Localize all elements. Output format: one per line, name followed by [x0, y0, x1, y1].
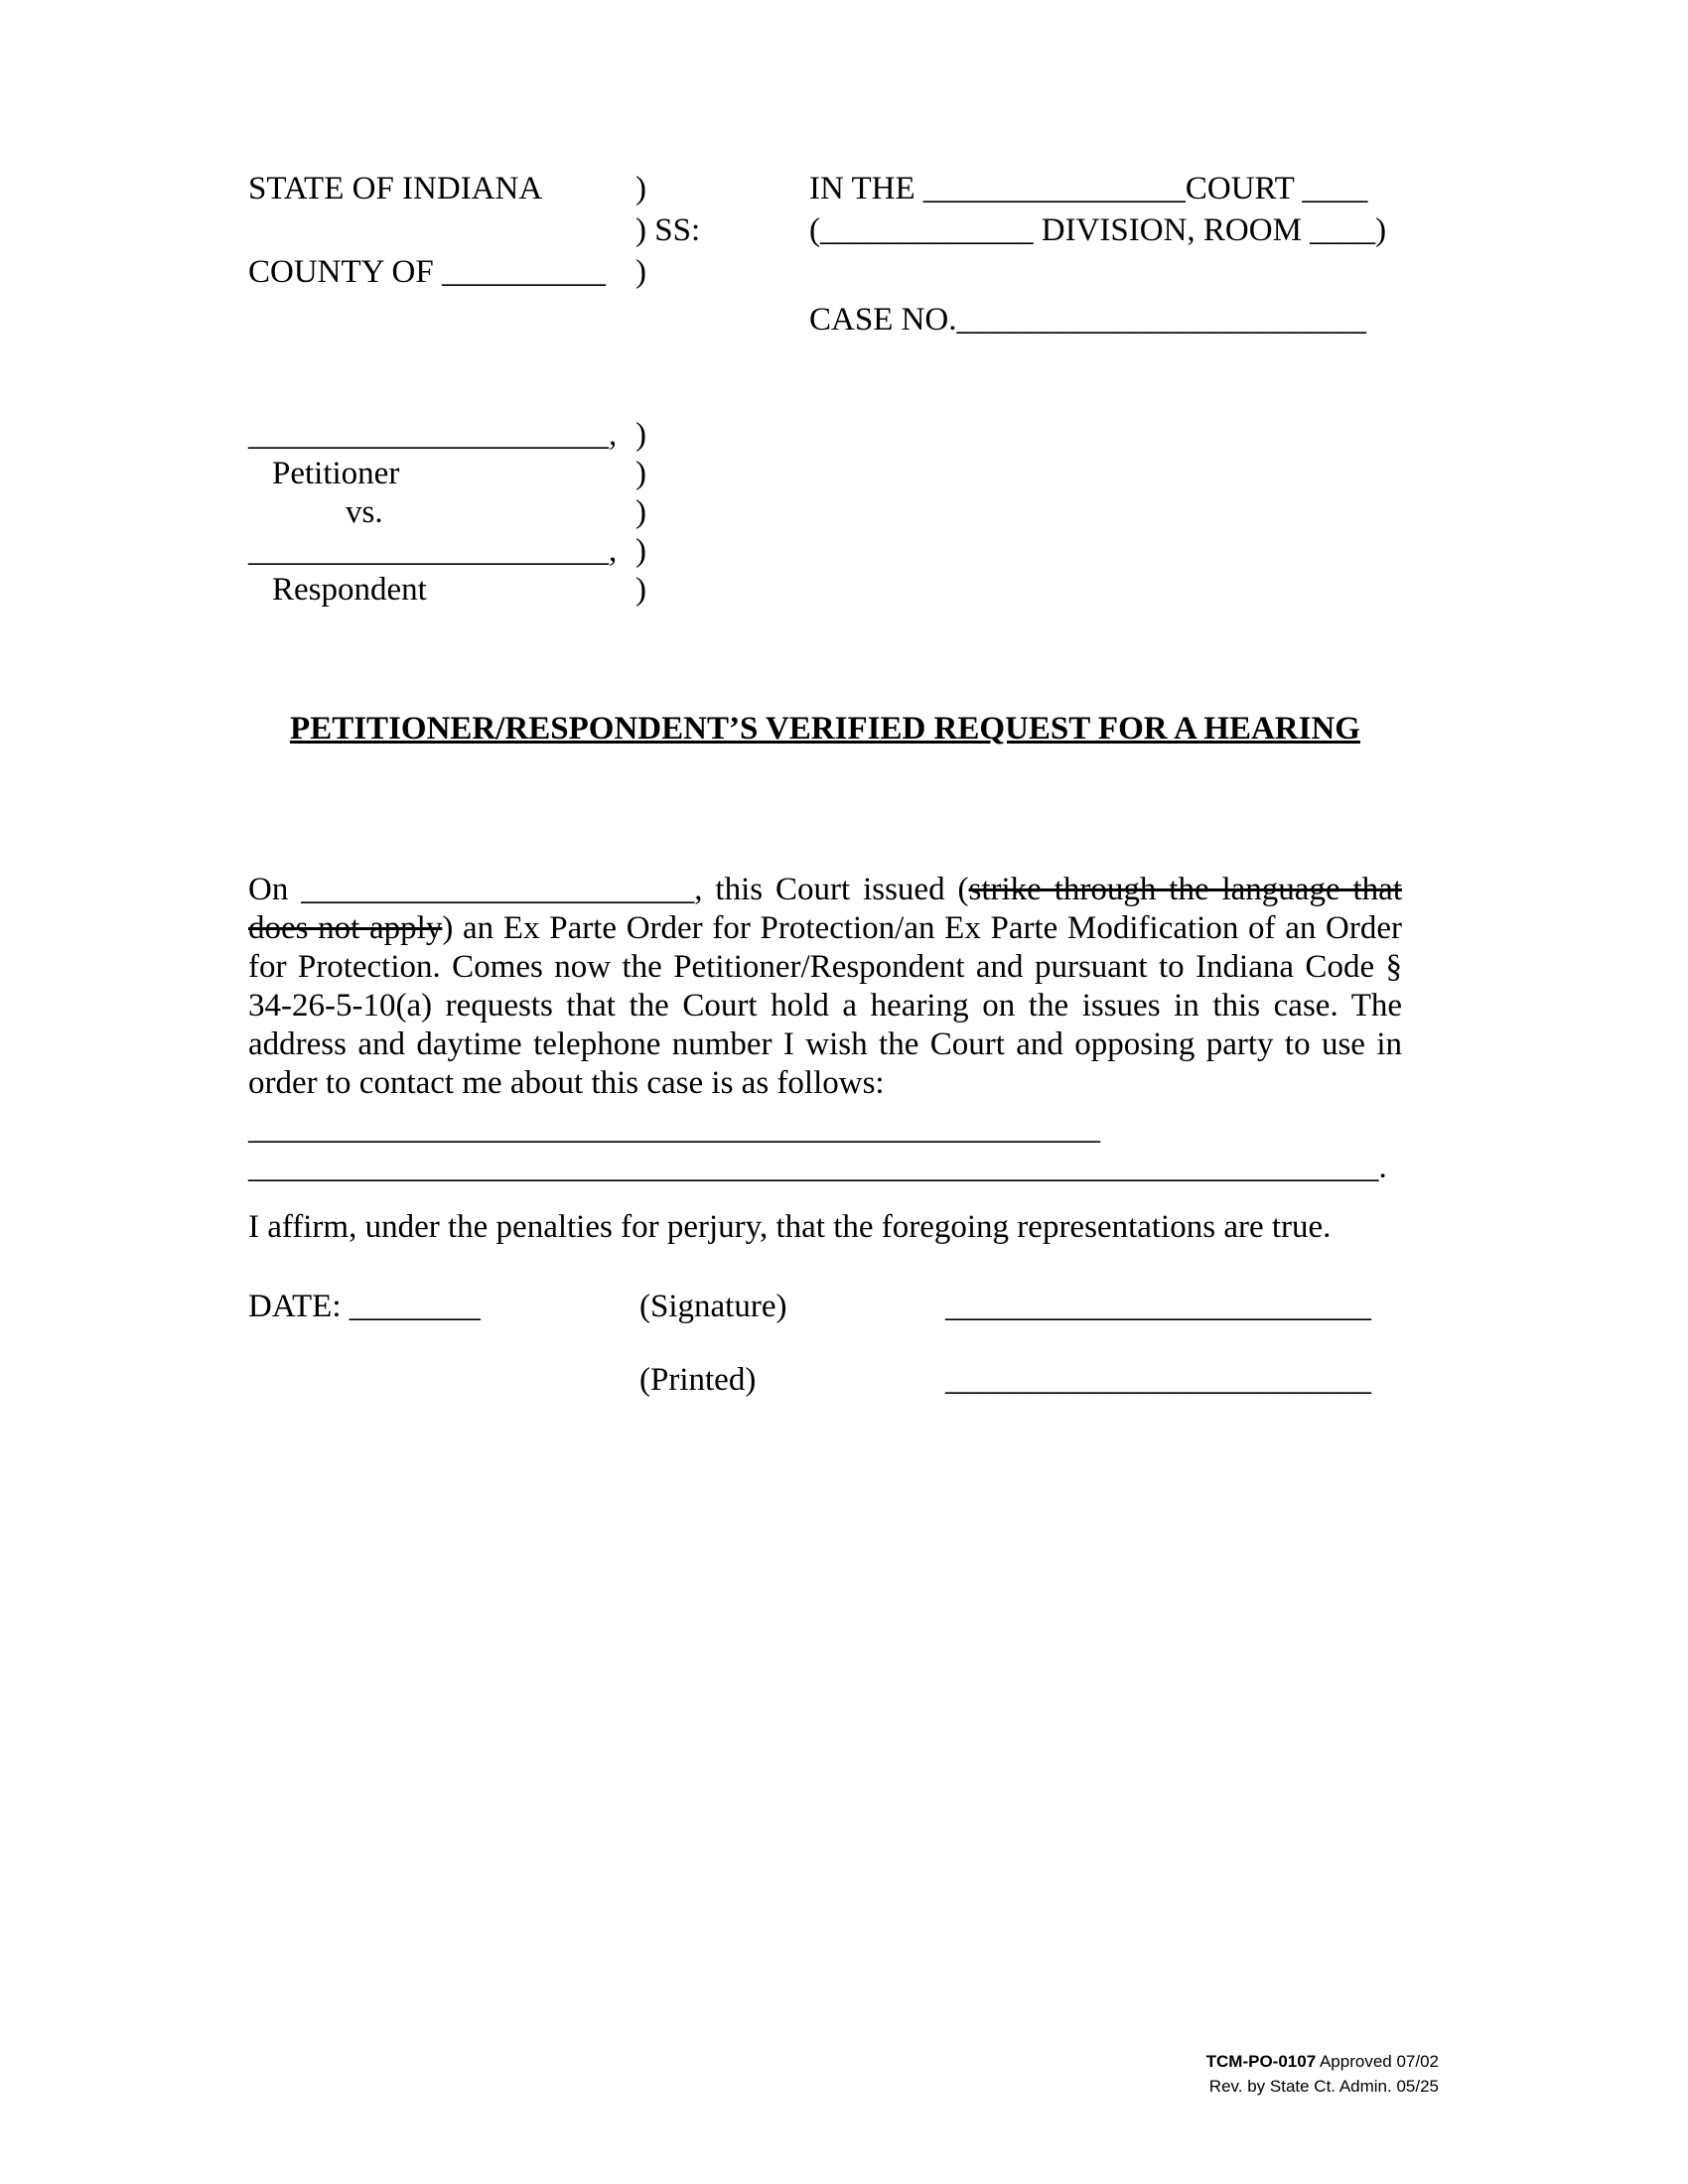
address-blank-line-1[interactable]: ____________________________________________________ [248, 1111, 1100, 1147]
body-mid-text: , this Court issued ( [694, 872, 969, 907]
court-label: COURT [1185, 171, 1303, 206]
affirmation-text: I affirm, under the penalties for perjury, that the foregoing representations are true. [248, 1209, 1332, 1245]
respondent-label-line [248, 571, 705, 610]
printed-name-blank[interactable]: __________________________ [945, 1362, 1371, 1398]
room-number-blank[interactable]: ____ [1310, 212, 1376, 248]
form-title: PETITIONER/RESPONDENT’S VERIFIED REQUEST FOR A HEARING [290, 711, 1360, 747]
case-number-blank[interactable]: _________________________ [956, 302, 1367, 338]
title-wrap [248, 710, 1402, 753]
party-paren-4: ) [635, 533, 646, 569]
ss-line [248, 209, 705, 251]
in-the-label: IN THE [809, 171, 923, 206]
approved-text: Approved 07/02 [1316, 2052, 1439, 2071]
form-number: TCM-PO-0107 [1205, 2052, 1317, 2071]
printed-label: (Printed) [639, 1362, 757, 1398]
caption-left-block [248, 168, 705, 293]
party-paren-3: ) [635, 494, 646, 530]
main-content [248, 871, 1402, 1400]
party-paren-2: ) [635, 456, 646, 491]
respondent-label: Respondent [272, 572, 427, 608]
printed-row [248, 1361, 1402, 1400]
case-no-label: CASE NO. [809, 302, 957, 338]
petitioner-label: Petitioner [272, 456, 400, 491]
date-blank[interactable]: ________ [349, 1289, 481, 1324]
address-blanks-block [248, 1110, 1402, 1187]
body-rest-text: ) an Ex Parte Order for Protection/an Ex Parte Modification of an Order for Protection. Comes now the Petitioner/Respondent and pursuant to Indiana Code § 34-26-5-10(a) requests that the Court hold a hearing on the issues in this case. The address and daytime telephone number I wish the Court and opposing party to use in order to contact me about this case is as follows: [248, 910, 1402, 1101]
county-label: COUNTY OF [248, 254, 442, 290]
respondent-name-blank[interactable]: ______________________, [248, 533, 618, 569]
division-room-label: DIVISION, ROOM [1033, 212, 1311, 248]
petitioner-name-blank[interactable]: ______________________, [248, 417, 618, 453]
address-blank-line-2[interactable]: _____________________________________________________________________. [248, 1150, 1387, 1185]
caption-paren-3: ) [635, 254, 646, 290]
ss-paren-label: ) SS: [635, 212, 701, 248]
body-lead-text: On [248, 872, 302, 907]
footer-block [1206, 2049, 1439, 2099]
division-name-blank[interactable]: _____________ [820, 212, 1034, 248]
party-paren-5: ) [635, 572, 646, 608]
county-name-blank[interactable]: __________ [441, 254, 606, 290]
court-line [809, 168, 1386, 209]
petitioner-name-line [248, 416, 705, 455]
caption-right-block [809, 168, 1386, 341]
signature-blank[interactable]: __________________________ [945, 1289, 1371, 1324]
body-paragraph [248, 871, 1402, 1103]
vs-label: vs. [346, 494, 383, 530]
court-number-blank[interactable]: ____ [1302, 171, 1368, 206]
signature-row [248, 1288, 1402, 1326]
case-no-line [809, 299, 1386, 341]
petitioner-label-line [248, 455, 705, 493]
division-line [809, 209, 1386, 251]
division-close-paren: ) [1375, 212, 1387, 248]
party-caption-block [248, 416, 705, 610]
date-group [248, 1288, 481, 1326]
county-line [248, 251, 705, 293]
court-name-blank[interactable]: ________________ [922, 171, 1186, 206]
signature-label: (Signature) [639, 1289, 787, 1324]
date-label: DATE: [248, 1289, 350, 1324]
respondent-name-line [248, 532, 705, 571]
revision-text: Rev. by State Ct. Admin. 05/25 [1208, 2077, 1439, 2096]
strike-through-text: strike through the language that does not apply [248, 872, 1402, 946]
state-label: STATE OF INDIANA [248, 171, 543, 206]
footer-line-1 [1206, 2049, 1439, 2074]
vs-line [248, 493, 705, 532]
order-date-blank[interactable]: ________________________ [301, 872, 695, 907]
caption-paren-1: ) [635, 171, 646, 206]
party-paren-1: ) [635, 417, 646, 453]
state-of-indiana-line [248, 168, 705, 209]
division-open-paren: ( [809, 212, 820, 248]
